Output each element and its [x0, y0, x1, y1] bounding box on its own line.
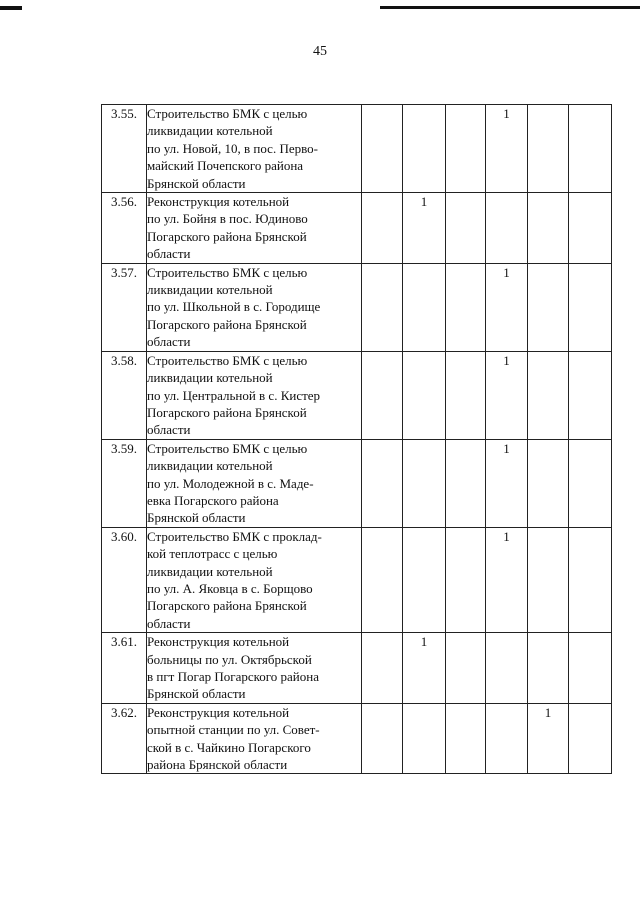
description-line: области — [147, 615, 191, 631]
mark-cell — [486, 633, 528, 704]
mark-cell — [528, 105, 569, 193]
row-number: 3.55. — [102, 105, 147, 193]
row-description — [147, 527, 362, 632]
description-line: ской в с. Чайкино Погарского — [147, 739, 311, 755]
description-line: опытной станции по ул. Совет- — [147, 722, 320, 738]
table-row — [102, 105, 612, 193]
row-number: 3.57. — [102, 263, 147, 351]
mark-cell — [446, 263, 486, 351]
description-line: ликвидации котельной — [147, 563, 273, 579]
mark-cell — [362, 703, 403, 774]
row-number: 3.61. — [102, 633, 147, 704]
description-line: по ул. Молодежной в с. Маде- — [147, 475, 314, 491]
description-line: Реконструкция котельной — [147, 704, 290, 720]
row-description — [147, 703, 362, 774]
mark-cell — [569, 439, 612, 527]
mark-cell — [446, 633, 486, 704]
description-line: Строительство БМК с проклад- — [147, 528, 322, 544]
row-number: 3.59. — [102, 439, 147, 527]
mark-cell: 1 — [486, 527, 528, 632]
mark-cell — [403, 351, 446, 439]
page-number: 45 — [313, 44, 327, 59]
description-line: по ул. А. Яковца в с. Борщово — [147, 580, 313, 596]
description-line: Реконструкция котельной — [147, 634, 290, 650]
description-line: Строительство БМК с целью — [147, 440, 308, 456]
mark-cell — [362, 263, 403, 351]
table-row — [102, 351, 612, 439]
mark-cell: 1 — [403, 633, 446, 704]
description-line: больницы по ул. Октябрьской — [147, 651, 312, 667]
description-line: евка Погарского района — [147, 492, 279, 508]
mark-cell — [362, 105, 403, 193]
mark-cell — [528, 193, 569, 264]
mark-cell: 1 — [403, 193, 446, 264]
row-number: 3.60. — [102, 527, 147, 632]
description-line: по ул. Школьной в с. Городище — [147, 299, 321, 315]
mark-cell — [362, 351, 403, 439]
mark-cell — [528, 439, 569, 527]
description-line: майский Почепского района — [147, 158, 304, 174]
table-row — [102, 193, 612, 264]
mark-cell — [362, 193, 403, 264]
mark-cell: 1 — [486, 105, 528, 193]
mark-cell — [486, 193, 528, 264]
row-description — [147, 193, 362, 264]
mark-cell — [446, 703, 486, 774]
table-body — [102, 105, 612, 774]
mark-cell — [528, 633, 569, 704]
table-row — [102, 527, 612, 632]
table-row — [102, 633, 612, 704]
mark-cell — [403, 105, 446, 193]
description-line: по ул. Новой, 10, в пос. Перво- — [147, 140, 318, 156]
description-line: района Брянской области — [147, 757, 288, 773]
mark-cell — [528, 527, 569, 632]
mark-cell — [569, 351, 612, 439]
description-line: Строительство БМК с целью — [147, 352, 308, 368]
description-line: области — [147, 422, 191, 438]
mark-cell — [403, 439, 446, 527]
row-number: 3.58. — [102, 351, 147, 439]
row-number: 3.62. — [102, 703, 147, 774]
mark-cell: 1 — [528, 703, 569, 774]
description-line: Погарского района Брянской — [147, 404, 307, 420]
description-line: Брянской области — [147, 175, 246, 191]
mark-cell — [569, 633, 612, 704]
mark-cell — [403, 527, 446, 632]
mark-cell — [569, 527, 612, 632]
description-line: в пгт Погар Погарского района — [147, 669, 319, 684]
mark-cell — [528, 263, 569, 351]
table-row — [102, 263, 612, 351]
description-line: Погарского района Брянской — [147, 228, 307, 244]
mark-cell — [569, 105, 612, 193]
mark-cell: 1 — [486, 439, 528, 527]
row-description — [147, 351, 362, 439]
description-line: области — [147, 246, 191, 262]
table-row — [102, 703, 612, 774]
row-description — [147, 439, 362, 527]
description-line: ликвидации котельной — [147, 370, 273, 386]
mark-cell — [362, 527, 403, 632]
description-line: Строительство БМК с целью — [147, 264, 308, 280]
description-line: Строительство БМК с целью — [147, 106, 308, 121]
description-line: Погарского района Брянской — [147, 598, 307, 614]
mark-cell — [446, 193, 486, 264]
mark-cell — [403, 703, 446, 774]
mark-cell — [446, 527, 486, 632]
description-line: Погарского района Брянской — [147, 316, 307, 332]
description-line: Брянской области — [147, 510, 246, 526]
mark-cell — [528, 351, 569, 439]
mark-cell — [362, 633, 403, 704]
mark-cell: 1 — [486, 351, 528, 439]
description-line: Реконструкция котельной — [147, 194, 290, 210]
mark-cell — [569, 703, 612, 774]
table-row — [102, 439, 612, 527]
scan-edge-mark-right — [380, 6, 640, 9]
row-number: 3.56. — [102, 193, 147, 264]
description-line: по ул. Центральной в с. Кистер — [147, 387, 321, 403]
description-line: кой теплотрасс с целью — [147, 546, 278, 562]
description-line: Брянской области — [147, 686, 246, 702]
row-description — [147, 105, 362, 193]
mark-cell — [362, 439, 403, 527]
row-description — [147, 263, 362, 351]
scan-edge-mark-left — [0, 6, 22, 10]
mark-cell — [446, 105, 486, 193]
mark-cell — [486, 703, 528, 774]
description-line: ликвидации котельной — [147, 282, 273, 298]
description-line: области — [147, 334, 191, 350]
mark-cell — [446, 439, 486, 527]
description-line: по ул. Бойня в пос. Юдиново — [147, 211, 308, 227]
description-line: ликвидации котельной — [147, 123, 273, 139]
mark-cell — [403, 263, 446, 351]
row-description — [147, 633, 362, 704]
mark-cell: 1 — [486, 263, 528, 351]
description-line: ликвидации котельной — [147, 458, 273, 474]
mark-cell — [569, 193, 612, 264]
mark-cell — [569, 263, 612, 351]
document-table — [101, 104, 612, 774]
mark-cell — [446, 351, 486, 439]
